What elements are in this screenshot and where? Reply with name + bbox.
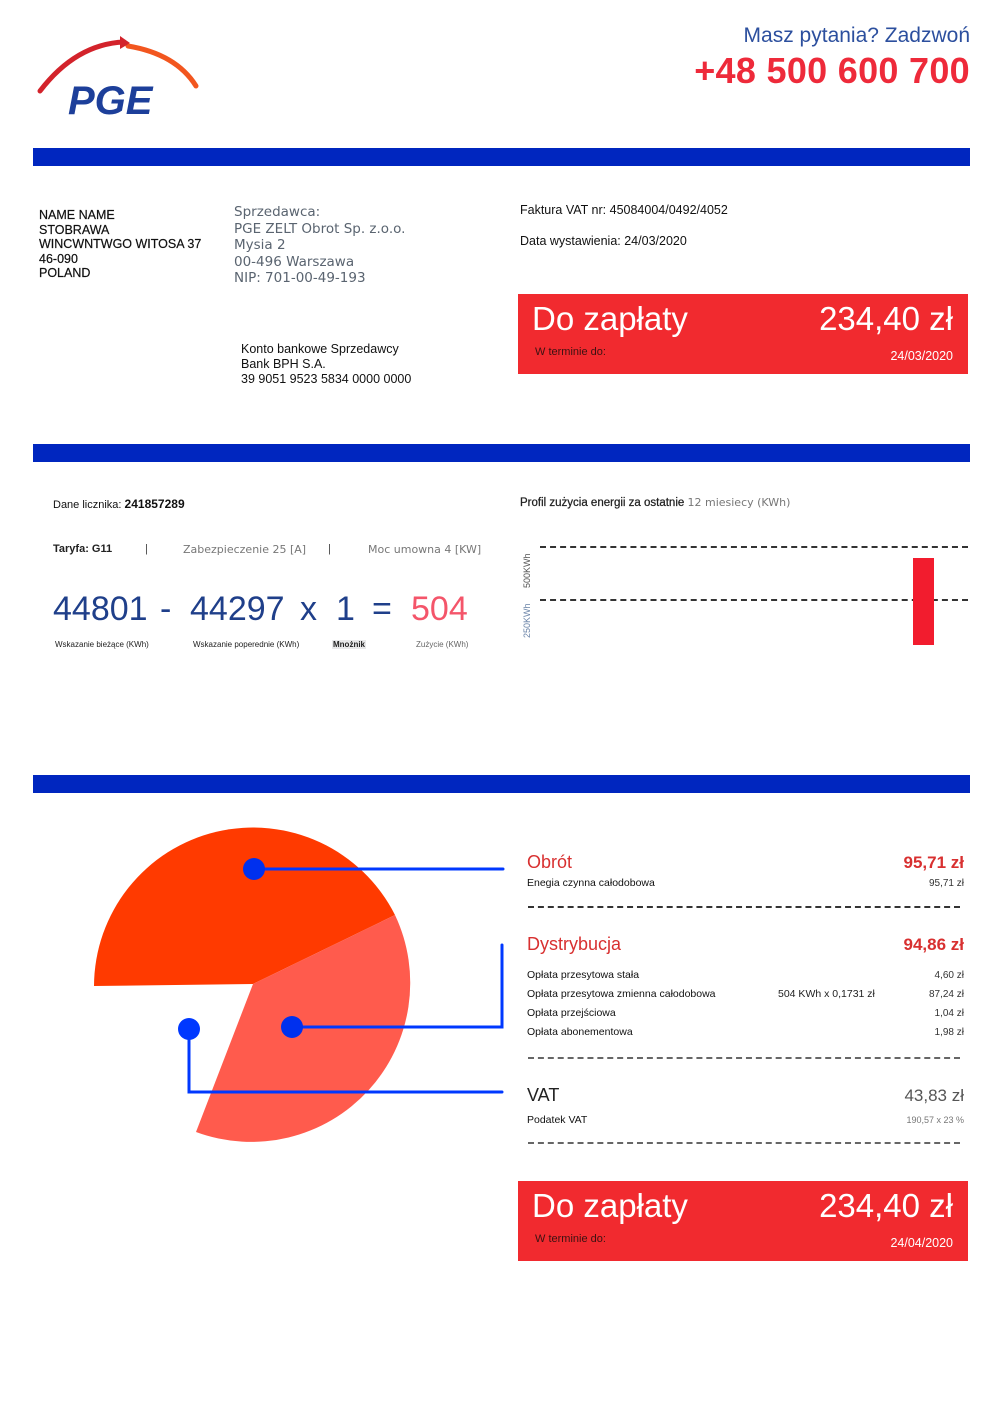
seller-bank-account bbox=[241, 342, 411, 386]
multiplier-label: Mnożnik bbox=[333, 640, 365, 649]
contact-phone[interactable]: +48 500 600 700 bbox=[694, 50, 970, 91]
section-total-dystrybucja: 94,86 zł bbox=[903, 935, 964, 954]
current-reading-label: Wskazanie bieżące (KWh) bbox=[55, 640, 149, 649]
line-item-label: Opłata przejściowa bbox=[527, 1007, 616, 1019]
dashed-separator bbox=[528, 1057, 960, 1059]
line-item-label: Opłata przesytowa zmienna całodobowa bbox=[527, 988, 716, 1000]
due-date-label: W terminie do: bbox=[535, 346, 606, 358]
divider-bar-1 bbox=[33, 148, 970, 166]
previous-reading-label: Wskazanie poperednie (KWh) bbox=[193, 640, 300, 649]
invoice-number-value: 45084004/0492/4052 bbox=[609, 203, 728, 217]
seller-line: Mysia 2 bbox=[234, 237, 286, 253]
section-title-dystrybucja: Dystrybucja bbox=[527, 934, 622, 954]
multiplier: 1 bbox=[336, 590, 355, 628]
dot-vat-icon bbox=[178, 1018, 200, 1040]
amount-due-value: 234,40 zł bbox=[819, 300, 953, 337]
customer-address bbox=[39, 208, 201, 281]
gridline-250 bbox=[540, 599, 968, 601]
seller-line: NIP: 701-00-49-193 bbox=[234, 270, 366, 286]
customer-line: WINCWNTWGO WITOSA 37 bbox=[39, 237, 202, 252]
invoice-number-label: Faktura VAT nr: bbox=[520, 203, 607, 217]
customer-line: 46-090 bbox=[39, 251, 78, 266]
current-reading: 44801 bbox=[53, 590, 148, 628]
pge-arc-icon bbox=[36, 36, 201, 121]
meter-id-label: Dane licznika: bbox=[53, 499, 122, 511]
bank-account-number: 39 9051 9523 5834 0000 0000 bbox=[241, 371, 412, 386]
line-item-value: 1,98 zł bbox=[934, 1027, 964, 1038]
cost-pie-chart bbox=[0, 800, 520, 1160]
line-item-value: 190,57 x 23 % bbox=[906, 1115, 964, 1125]
line-item-label: Opłata abonementowa bbox=[527, 1026, 633, 1038]
invoice-date-value: 24/03/2020 bbox=[624, 234, 687, 248]
invoice-number bbox=[520, 203, 728, 217]
seller-line: Sprzedawca: bbox=[234, 204, 321, 220]
due-date-value: 24/03/2020 bbox=[890, 349, 953, 363]
contact-question: Masz pytania? Zadzwoń bbox=[743, 24, 970, 47]
invoice-date bbox=[520, 234, 687, 248]
section-title-obrot: Obrót bbox=[527, 852, 573, 872]
customer-line: NAME NAME bbox=[39, 208, 115, 222]
divider-bar-2 bbox=[33, 444, 970, 462]
section-total-obrot: 95,71 zł bbox=[903, 853, 964, 872]
amount-due-label: Do zapłaty bbox=[532, 1187, 688, 1224]
dot-dystrybucja-icon bbox=[281, 1016, 303, 1038]
line-item-detail: 504 KWh x 0,1731 zł bbox=[778, 988, 875, 1000]
times-sign: x bbox=[300, 590, 317, 628]
pge-logo bbox=[36, 36, 201, 121]
seller-line: PGE ZELT Obrot Sp. z.o.o. bbox=[234, 220, 406, 237]
seller-address bbox=[234, 204, 405, 287]
line-item-label: Opłata przesytowa stała bbox=[527, 969, 640, 981]
usage-chart-title bbox=[520, 496, 790, 509]
due-date-label: W terminie do: bbox=[535, 1233, 606, 1245]
line-item-value: 87,24 zł bbox=[928, 989, 964, 1000]
chart-title-period: 12 miesiecy (KWh) bbox=[687, 496, 791, 509]
tariff-row bbox=[53, 543, 112, 555]
separator: | bbox=[145, 543, 148, 555]
seller-line: 00-496 Warszawa bbox=[234, 253, 355, 270]
amount-due-label: Do zapłaty bbox=[532, 300, 688, 337]
meter-id bbox=[53, 497, 185, 511]
line-item-label: Podatek VAT bbox=[527, 1114, 588, 1126]
divider-bar-3 bbox=[33, 775, 970, 793]
contract-power: Moc umowna 4 [KW] bbox=[368, 543, 482, 556]
amount-due-value: 234,40 zł bbox=[819, 1187, 953, 1224]
gridline-500 bbox=[540, 546, 968, 548]
amount-due-box-top bbox=[518, 294, 968, 374]
y-tick-500: 500KWh bbox=[522, 553, 532, 588]
customer-line: STOBRAWA bbox=[39, 222, 110, 237]
amount-due-box-bottom bbox=[518, 1181, 968, 1261]
fuse-protection: Zabezpieczenie 25 [A] bbox=[183, 543, 307, 556]
bank-line: Bank BPH S.A. bbox=[241, 356, 326, 371]
due-date-value: 24/04/2020 bbox=[890, 1236, 953, 1250]
line-item-label: Enegia czynna całodobowa bbox=[527, 877, 655, 889]
line-item-value: 4,60 zł bbox=[934, 970, 964, 981]
tariff: Taryfa: G11 bbox=[53, 543, 113, 555]
customer-line: POLAND bbox=[39, 266, 91, 281]
separator: | bbox=[328, 543, 331, 555]
section-title-vat: VAT bbox=[527, 1085, 560, 1105]
equals-sign: = bbox=[372, 590, 392, 628]
section-total-vat: 43,83 zł bbox=[904, 1086, 964, 1105]
usage-value: 504 bbox=[411, 590, 468, 628]
invoice-date-label: Data wystawienia: bbox=[520, 234, 621, 248]
chart-title-bold: Profil zużycia energii za ostatnie bbox=[520, 497, 685, 509]
previous-reading: 44297 bbox=[190, 590, 285, 628]
line-item-value: 1,04 zł bbox=[934, 1008, 964, 1019]
y-tick-250: 250KWh bbox=[522, 603, 532, 638]
dot-obrot-icon bbox=[243, 858, 265, 880]
minus-sign: - bbox=[160, 590, 172, 628]
dashed-separator bbox=[528, 906, 960, 908]
meter-id-value: 241857289 bbox=[124, 497, 185, 511]
usage-bar-current-month bbox=[913, 558, 934, 645]
line-item-value: 95,71 zł bbox=[928, 878, 964, 889]
dashed-separator bbox=[528, 1142, 960, 1144]
bank-line: Konto bankowe Sprzedawcy bbox=[241, 342, 399, 356]
brand-text: PGE bbox=[68, 79, 153, 121]
usage-label: Zużycie (KWh) bbox=[416, 640, 469, 649]
